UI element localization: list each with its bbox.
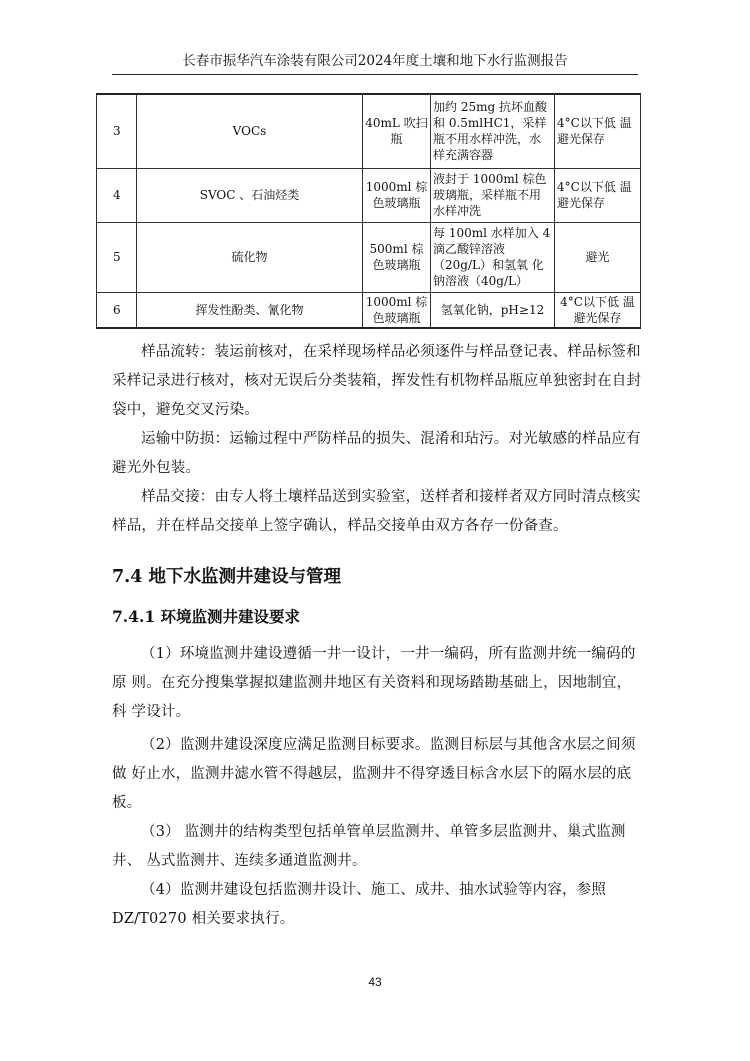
paragraph-sample-transfer: 样品流转：装运前核对，在采样现场样品必须逐件与样品登记表、样品标签和采样记录进行核对，核对无误后分类装箱，挥发性有机物样品瓶应单独密封在自封袋中，避免交叉污染。	[112, 344, 642, 418]
table-cell-no: 6	[97, 292, 137, 328]
requirement-item-3: （3） 监测井的结构类型包括单管单层监测井、单管多层监测井、巢式监测井、 丛式监测井、连续多通道监测井。	[112, 824, 626, 869]
page-number: 43	[368, 975, 382, 989]
table-cell-preservative: 氢氧化钠，pH≥12	[431, 292, 555, 328]
table-cell-storage: 4°C以下低 温避光保存	[555, 292, 641, 328]
table-cell-item: 硫化物	[137, 222, 363, 292]
table-row	[97, 168, 641, 222]
section-heading: 7.4 地下水监测井建设与管理	[112, 567, 342, 587]
table-cell-preservative: 液封于 1000ml 棕色玻璃瓶，采样瓶不用水样冲洗	[431, 168, 555, 222]
table-cell-item: 挥发性酚类、氰化物	[137, 292, 363, 328]
table-cell-container: 40mL 吹扫瓶	[363, 94, 431, 168]
table-cell-item: VOCs	[137, 94, 363, 168]
table-cell-storage: 避光	[555, 222, 641, 292]
table-row	[97, 222, 641, 292]
table-cell-storage: 4°C以下低 温避光保存	[555, 94, 641, 168]
table-cell-container: 500ml 棕色玻璃瓶	[363, 222, 431, 292]
table-cell-item: SVOC 、石油烃类	[137, 168, 363, 222]
table-cell-container: 1000ml 棕色玻璃瓶	[363, 292, 431, 328]
table-cell-preservative: 每 100ml 水样加入 4 滴乙酸锌溶液 （20g/L）和氢氧 化钠溶液（40g/L）	[431, 222, 555, 292]
table-cell-storage: 4°C以下低 温避光保存	[555, 168, 641, 222]
subsection-heading: 7.4.1 环境监测井建设要求	[112, 607, 301, 626]
table-cell-no: 3	[97, 94, 137, 168]
requirement-item-2: （2）监测井建设深度应满足监测目标要求。监测目标层与其他含水层之间须做 好止水，监测井滤水管不得越层，监测井不得穿透目标含水层下的隔水层的底板。	[112, 737, 636, 811]
header-title: 长春市振华汽车涂装有限公司2024年度土壤和地下水行监测报告	[182, 53, 568, 69]
table-cell-container: 1000ml 棕色玻璃瓶	[363, 168, 431, 222]
requirement-item-1: （1）环境监测井建设遵循一井一设计，一井一编码，所有监测井统一编码的原 则。在充分搜集掌握拟建监测井地区有关资料和现场踏勘基础上，因地制宜，科 学设计。	[112, 646, 636, 720]
header-rule	[112, 74, 638, 75]
sample-preservation-table	[96, 93, 641, 329]
paragraph-transport-protection: 运输中防损：运输过程中严防样品的损失、混淆和玷污。对光敏感的样品应有避光外包装。	[112, 431, 641, 476]
requirement-item-4: （4）监测井建设包括监测井设计、施工、成井、抽水试验等内容，参照 DZ/T0270 相关要求执行。	[112, 882, 607, 927]
paragraph-sample-handover: 样品交接：由专人将土壤样品送到实验室，送样者和接样者双方同时清点核实样品，并在样品交接单上签字确认，样品交接单由双方各存一份备查。	[112, 489, 641, 534]
table-cell-preservative: 加约 25mg 抗坏血酸和 0.5mlHC1，采样瓶不用水样冲洗，水样充满容器	[431, 94, 555, 168]
table-row	[97, 94, 641, 168]
table-cell-no: 4	[97, 168, 137, 222]
table-row	[97, 292, 641, 328]
table-cell-no: 5	[97, 222, 137, 292]
